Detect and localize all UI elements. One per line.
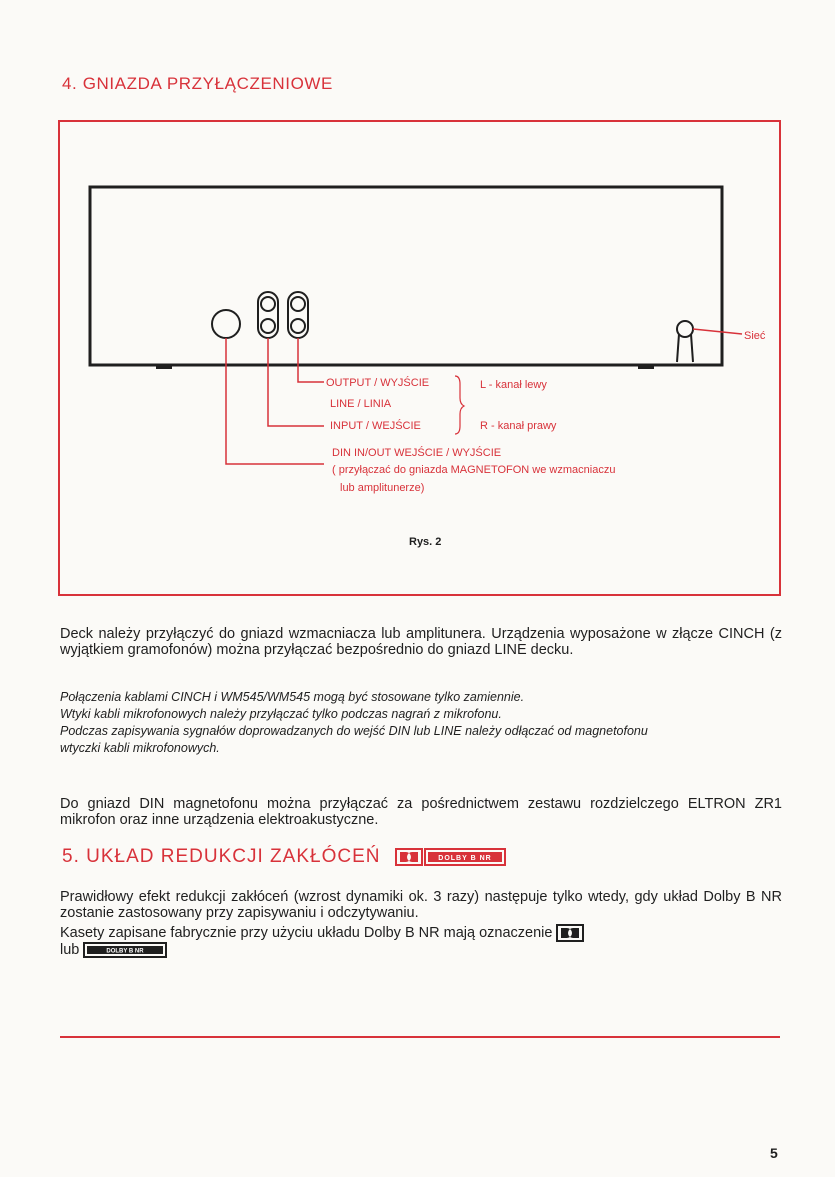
paragraph-dolby: Prawidłowy efekt redukcji zakłóceń (wzrost dynamiki ok. 3 razy) następuje tylko wtedy, gdy układ Dolby B NR zostanie zastosowany przy zapisywaniu i odczytywaniu. <box>60 889 782 921</box>
italic-note-2: Wtyki kabli mikrofonowych należy przyłączać tylko podczas nagrań z mikrofonu. <box>60 707 502 721</box>
input-cinch-right-icon <box>261 319 275 333</box>
italic-note-1: Połączenia kablami CINCH i WM545/WM545 mogą być stosowane tylko zamiennie. <box>60 690 525 704</box>
din-note-line-1: ( przyłączać do gniazda MAGNETOFON we wzmacniaczu <box>332 464 616 476</box>
output-label: OUTPUT / WYJŚCIE <box>326 377 430 389</box>
siec-leader-line <box>693 329 742 334</box>
deck-foot-left <box>156 365 172 369</box>
paragraph-cassettes <box>60 924 782 958</box>
dolby-badge-text-small: DOLBY B NR <box>106 948 145 955</box>
rear-panel-diagram <box>60 122 783 598</box>
siec-label: Sieć <box>744 330 766 342</box>
output-cinch-right-icon <box>291 319 305 333</box>
din-label: DIN IN/OUT WEJŚCIE / WYJŚCIE <box>332 447 502 459</box>
din-socket-icon <box>212 310 240 338</box>
input-label: INPUT / WEJŚCIE <box>330 420 421 432</box>
dolby-double-d-icon <box>556 924 584 942</box>
input-cinch-pair-icon <box>258 292 278 338</box>
output-cinch-left-icon <box>291 297 305 311</box>
cassettes-text: Kasety zapisane fabrycznie przy użyciu układu Dolby B NR mają oznaczenie <box>60 924 553 941</box>
bottom-rule <box>60 1036 780 1038</box>
left-channel-label: L - kanał lewy <box>480 379 547 391</box>
page-number: 5 <box>770 1145 778 1161</box>
italic-note-3: Podczas zapisywania sygnałów doprowadzanych do wejść DIN lub LINE należy odłączać od magnetofonu <box>60 724 648 738</box>
dolby-logo-heading-icon <box>395 847 507 867</box>
paragraph-din: Do gniazd DIN magnetofonu można przyłączać za pośrednictwem zestawu rozdzielczego ELTRON ZR1 mikrofon oraz inne urządzenia elektroakustyczne. <box>60 796 782 828</box>
dolby-b-nr-badge-icon <box>83 942 167 958</box>
deck-foot-right <box>638 365 654 369</box>
channel-brace <box>455 376 464 434</box>
figure-caption: Rys. 2 <box>409 536 442 548</box>
line-label: LINE / LINIA <box>330 398 392 410</box>
paragraph-connection: Deck należy przyłączyć do gniazd wzmacniacza lub amplitunera. Urządzenia wyposażone w złącze CINCH (z wyjątkiem gramofonów) można przyłączać bezpośrednio do gniazd LINE decku. <box>60 626 782 658</box>
deck-rear-panel <box>90 187 722 365</box>
power-cord-lead <box>677 334 693 362</box>
figure-frame <box>58 120 781 596</box>
italic-note-4: wtyczki kabli mikrofonowych. <box>60 741 220 755</box>
right-channel-label: R - kanał prawy <box>480 420 557 432</box>
output-leader-line <box>298 338 324 382</box>
cassettes-lub: lub <box>60 942 80 958</box>
input-cinch-left-icon <box>261 297 275 311</box>
output-cinch-pair-icon <box>288 292 308 338</box>
din-note-line-2: lub amplitunerze) <box>340 482 425 494</box>
section-5-heading <box>62 846 507 868</box>
din-leader-line <box>226 338 324 464</box>
section-4-heading: 4. GNIAZDA PRZYŁĄCZENIOWE <box>62 74 333 93</box>
italic-notes <box>60 689 782 757</box>
dolby-badge-text: DOLBY B NR <box>438 854 492 862</box>
section-5-title: 5. UKŁAD REDUKCJI ZAKŁÓCEŃ <box>62 846 381 867</box>
